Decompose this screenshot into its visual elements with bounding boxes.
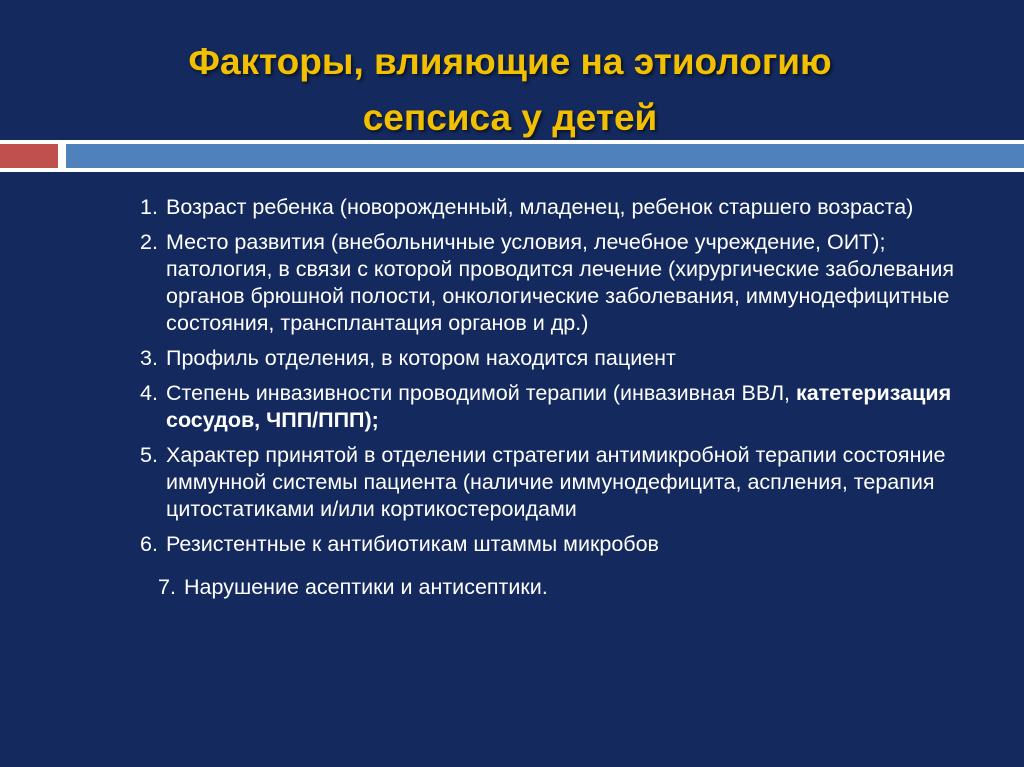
divider-red-block [0,144,58,168]
item-text: Степень инвазивности проводимой терапии (инвазивная ВВЛ, [166,381,791,405]
item-number: 3. [140,346,158,370]
title-divider [0,140,1024,172]
slide-title [60,34,960,146]
item-text: Резистентные к антибиотикам штаммы микробов [166,532,659,556]
item-number: 1. [140,195,158,219]
list-item [140,345,970,372]
item-number: 5. [140,443,158,467]
item-number: 7. [158,575,176,599]
list-item [140,574,970,601]
item-text: Профиль отделения, в котором находится пациент [166,346,676,370]
item-text: Возраст ребенка (новорожденный, младенец, ребенок старшего возраста) [166,195,914,219]
list-item [140,229,970,337]
list-item [140,531,970,558]
list-item [140,442,970,523]
item-text-wrapper [166,380,970,434]
item-text: Характер принятой в отделении стратегии антимикробной терапии состояние иммунной системы пациента (наличие иммунодефицита, аспления, терапия цитостатиками и/или кортикостероидами [166,443,946,521]
item-number: 2. [140,230,158,254]
item-number: 6. [140,532,158,556]
item-text: Нарушение асептики и антисептики. [184,575,548,599]
item-text: Место развития (внебольничные условия, лечебное учреждение, ОИТ); патология, в связи с которой проводится лечение (хирургические заболевания органов брюшной полости, онкологические заболевания, иммунодефицитные состояния, трансплантация органов и др.) [166,230,955,335]
title-line-2: сепсиса у детей [362,97,658,138]
list-item [140,194,970,221]
item-number: 4. [140,381,158,405]
list-item [140,380,970,434]
item-text-bold: катетеризация сосудов, ЧПП/ППП); [166,381,952,432]
factor-list [140,194,970,609]
title-line-1: Факторы, влияющие на этиологию [188,41,832,82]
divider-blue-bar [66,144,1024,168]
